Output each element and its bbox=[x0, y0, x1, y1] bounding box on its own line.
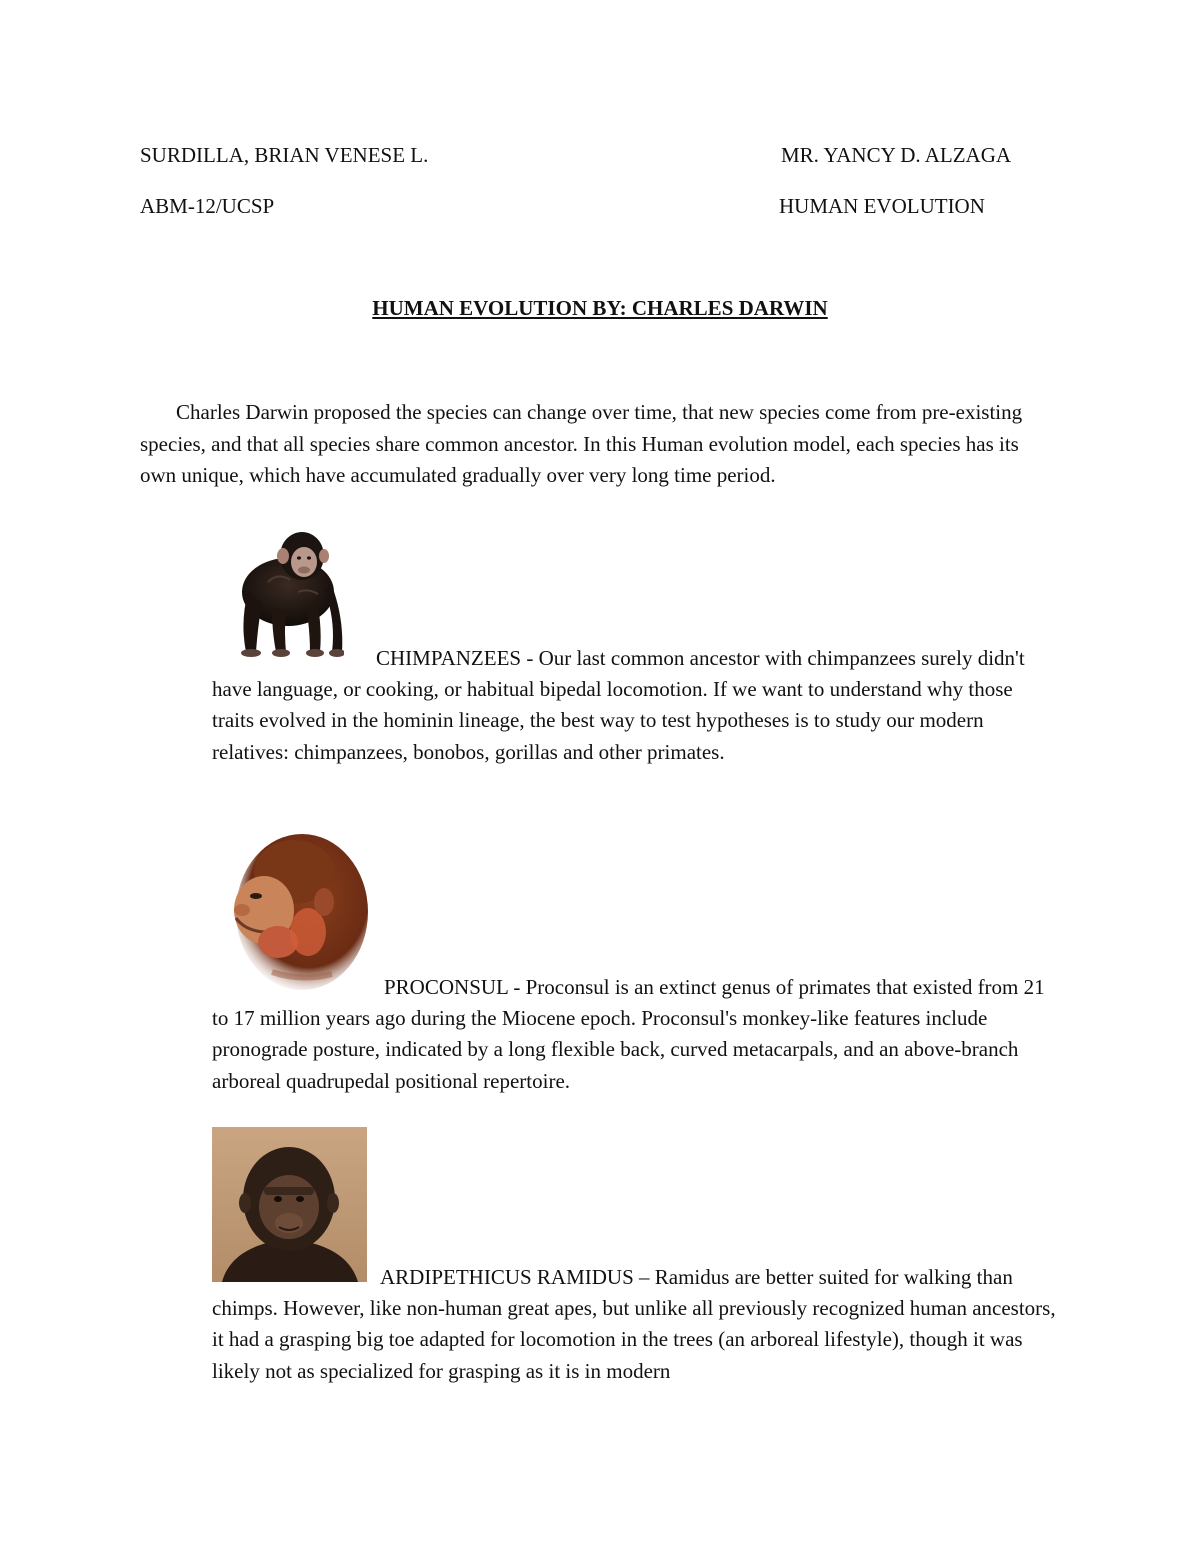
intro-paragraph bbox=[140, 397, 1056, 492]
class-section: ABM-12/UCSP bbox=[140, 194, 275, 218]
document-title: HUMAN EVOLUTION BY: CHARLES DARWIN bbox=[372, 296, 828, 320]
chimpanzees-paragraph bbox=[212, 643, 1057, 768]
chimpanzee-image bbox=[228, 522, 344, 660]
proconsul-text: PROCONSUL - Proconsul is an extinct genus of primates that existed from 21 to 17 million years ago during the Miocene epoch. Proconsul's monkey-like features include pronograde posture, indicated by a long flexible back, curved metacarpals, and an above-branch arboreal quadrupedal positional repertoire. bbox=[212, 975, 1045, 1093]
chimpanzees-text: CHIMPANZEES - Our last common ancestor with chimpanzees surely didn't have language, or cooking, or habitual bipedal locomotion. If we want to understand why those traits evolved in the hominin lineage, the best way to test hypotheses is to study our modern relatives: chimpanzees, bonobos, gorillas and other primates. bbox=[212, 646, 1025, 764]
proconsul-image bbox=[212, 832, 368, 992]
proconsul-paragraph bbox=[212, 972, 1057, 1097]
subject: HUMAN EVOLUTION bbox=[779, 194, 985, 218]
ardipithecus-text: ARDIPETHICUS RAMIDUS – Ramidus are better suited for walking than chimps. However, like non-human great apes, but unlike all previously recognized human ancestors, it had a grasping big toe adapted for locomotion in the trees (an arboreal lifestyle), though it was likely not as specialized for grasping as it is in modern bbox=[212, 1265, 1056, 1383]
student-name: SURDILLA, BRIAN VENESE L. bbox=[140, 143, 429, 167]
ardipithecus-paragraph bbox=[212, 1262, 1057, 1387]
teacher-name: MR. YANCY D. ALZAGA bbox=[781, 143, 1012, 167]
intro-text: Charles Darwin proposed the species can change over time, that new species come from pre-existing species, and that all species share common ancestor. In this Human evolution model, each species has its own unique, which have accumulated gradually over very long time period. bbox=[140, 400, 1023, 487]
ardipithecus-image bbox=[212, 1127, 367, 1282]
